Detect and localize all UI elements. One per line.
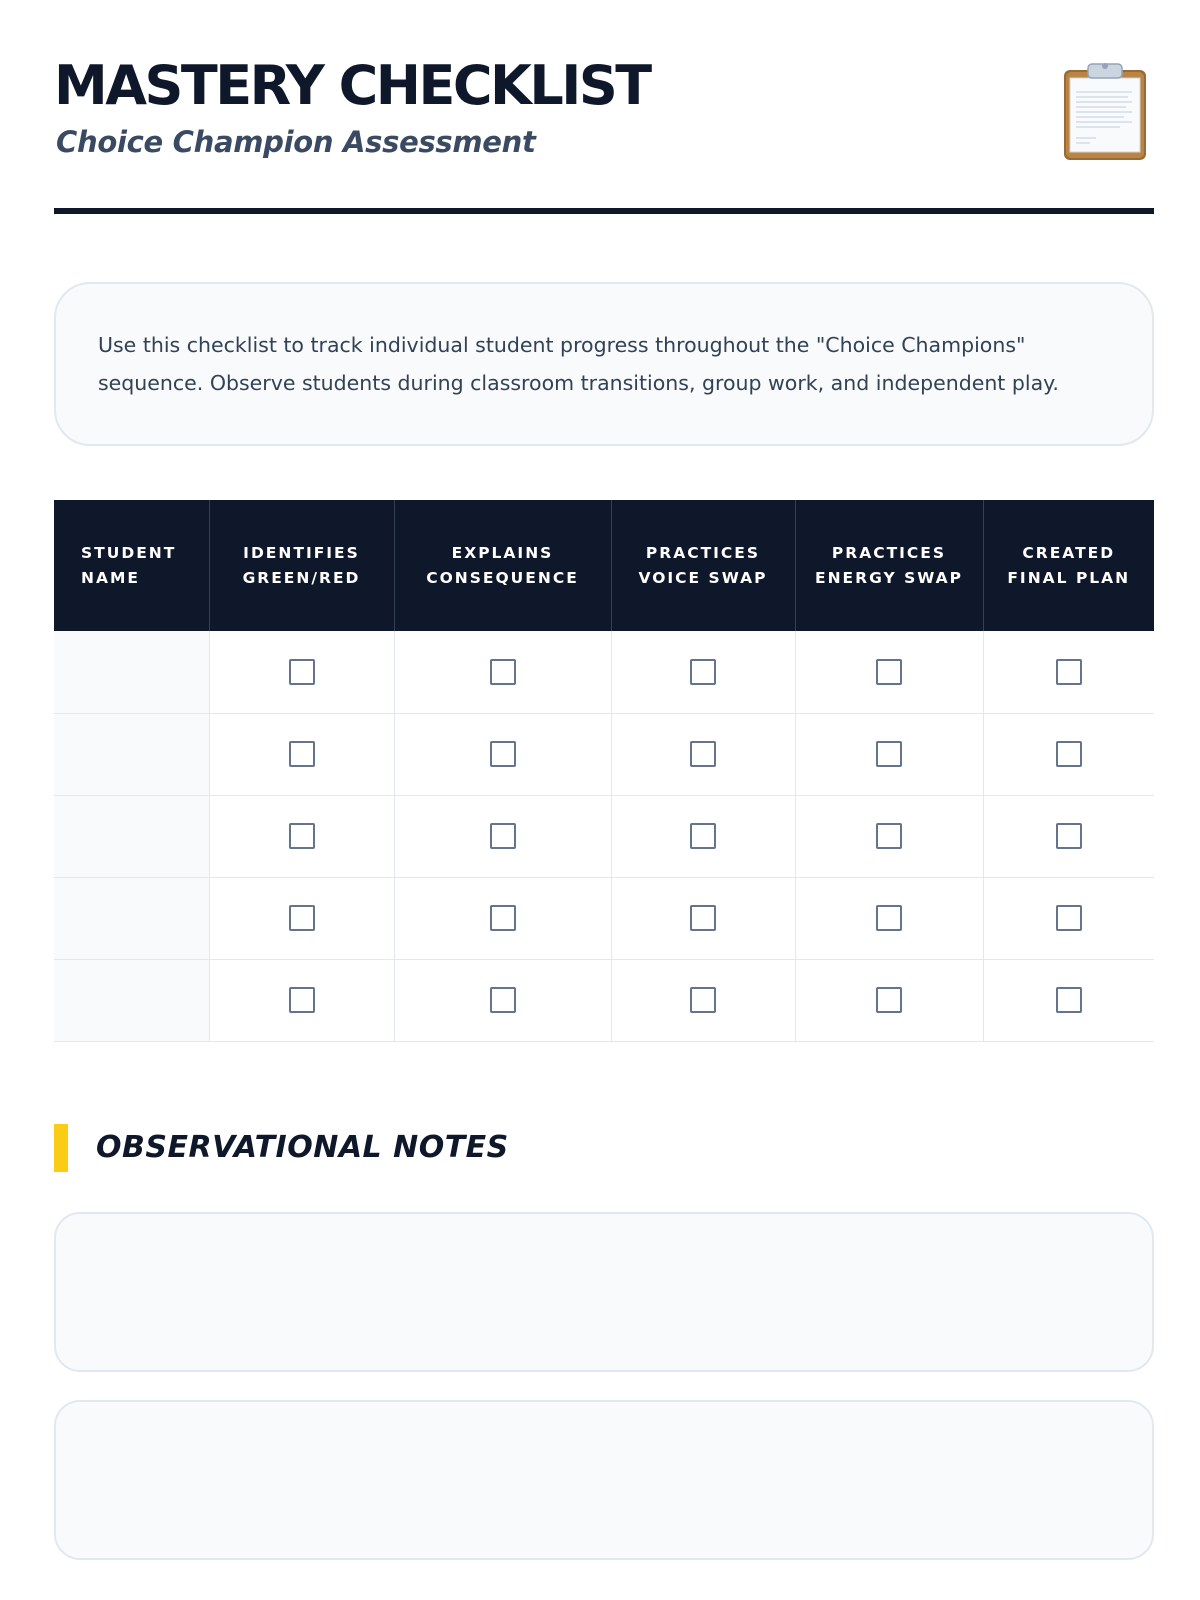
- checkbox[interactable]: [490, 905, 516, 931]
- checkbox-cell: [394, 959, 611, 1041]
- checkbox-cell: [611, 795, 795, 877]
- checkbox[interactable]: [690, 659, 716, 685]
- checkbox[interactable]: [876, 987, 902, 1013]
- checkbox[interactable]: [490, 659, 516, 685]
- checkbox-cell: [611, 959, 795, 1041]
- student-name-cell[interactable]: [54, 631, 209, 713]
- column-header-created-final-plan: CREATED FINAL PLAN: [983, 500, 1154, 631]
- checkbox[interactable]: [1056, 905, 1082, 931]
- checkbox[interactable]: [876, 905, 902, 931]
- notes-title: OBSERVATIONAL NOTES: [96, 1130, 509, 1165]
- page-header: [54, 54, 1154, 174]
- instructions-text: Use this checklist to track individual student progress throughout the "Choice Champions" sequence. Observe students during classroom transitions, group work, and independent play.: [98, 333, 1059, 395]
- checkbox-cell: [394, 631, 611, 713]
- checkbox-cell: [209, 713, 394, 795]
- table-header-row: [54, 500, 1154, 631]
- student-name-cell[interactable]: [54, 877, 209, 959]
- column-header-identifies-green-red: IDENTIFIES GREEN/RED: [209, 500, 394, 631]
- instructions-panel: [54, 282, 1154, 446]
- checkbox-cell: [795, 713, 983, 795]
- checkbox-cell: [983, 795, 1154, 877]
- checkbox[interactable]: [876, 659, 902, 685]
- student-name-cell[interactable]: [54, 713, 209, 795]
- student-name-cell[interactable]: [54, 959, 209, 1041]
- checkbox[interactable]: [1056, 659, 1082, 685]
- checkbox-cell: [611, 713, 795, 795]
- checkbox[interactable]: [690, 741, 716, 767]
- checkbox[interactable]: [490, 741, 516, 767]
- column-header-student-name: STUDENT NAME: [54, 500, 209, 631]
- column-header-explains-consequence: EXPLAINS CONSEQUENCE: [394, 500, 611, 631]
- checkbox[interactable]: [289, 659, 315, 685]
- checkbox-cell: [795, 959, 983, 1041]
- checkbox-cell: [795, 631, 983, 713]
- checkbox-cell: [394, 713, 611, 795]
- checkbox[interactable]: [876, 741, 902, 767]
- checkbox[interactable]: [690, 987, 716, 1013]
- column-header-practices-voice-swap: PRACTICES VOICE SWAP: [611, 500, 795, 631]
- checkbox-cell: [209, 795, 394, 877]
- header-divider: [54, 208, 1154, 214]
- checkbox-cell: [795, 877, 983, 959]
- notes-box[interactable]: [54, 1400, 1154, 1560]
- checkbox[interactable]: [690, 823, 716, 849]
- checkbox[interactable]: [289, 823, 315, 849]
- column-header-practices-energy-swap: PRACTICES ENERGY SWAP: [795, 500, 983, 631]
- checkbox-cell: [795, 795, 983, 877]
- mastery-table: [54, 500, 1154, 1042]
- checkbox-cell: [983, 959, 1154, 1041]
- notes-box[interactable]: [54, 1212, 1154, 1372]
- table-row: [54, 631, 1154, 713]
- checkbox[interactable]: [690, 905, 716, 931]
- checkbox[interactable]: [289, 987, 315, 1013]
- checkbox[interactable]: [1056, 823, 1082, 849]
- page-subtitle: Choice Champion Assessment: [56, 125, 536, 159]
- table-row: [54, 959, 1154, 1041]
- table-row: [54, 795, 1154, 877]
- checkbox[interactable]: [1056, 987, 1082, 1013]
- page-title: MASTERY CHECKLIST: [54, 54, 650, 117]
- checkbox-cell: [209, 959, 394, 1041]
- table-row: [54, 713, 1154, 795]
- checkbox[interactable]: [289, 905, 315, 931]
- checkbox[interactable]: [1056, 741, 1082, 767]
- checkbox-cell: [983, 877, 1154, 959]
- checkbox-cell: [394, 877, 611, 959]
- checkbox-cell: [394, 795, 611, 877]
- checkbox[interactable]: [289, 741, 315, 767]
- checkbox-cell: [611, 877, 795, 959]
- checkbox-cell: [983, 713, 1154, 795]
- checkbox[interactable]: [490, 987, 516, 1013]
- accent-bar: [54, 1124, 68, 1172]
- clipboard-icon: [1062, 62, 1148, 162]
- checkbox-cell: [209, 631, 394, 713]
- checkbox[interactable]: [490, 823, 516, 849]
- checkbox-cell: [983, 631, 1154, 713]
- student-name-cell[interactable]: [54, 795, 209, 877]
- checkbox-cell: [611, 631, 795, 713]
- checkbox[interactable]: [876, 823, 902, 849]
- table-row: [54, 877, 1154, 959]
- checkbox-cell: [209, 877, 394, 959]
